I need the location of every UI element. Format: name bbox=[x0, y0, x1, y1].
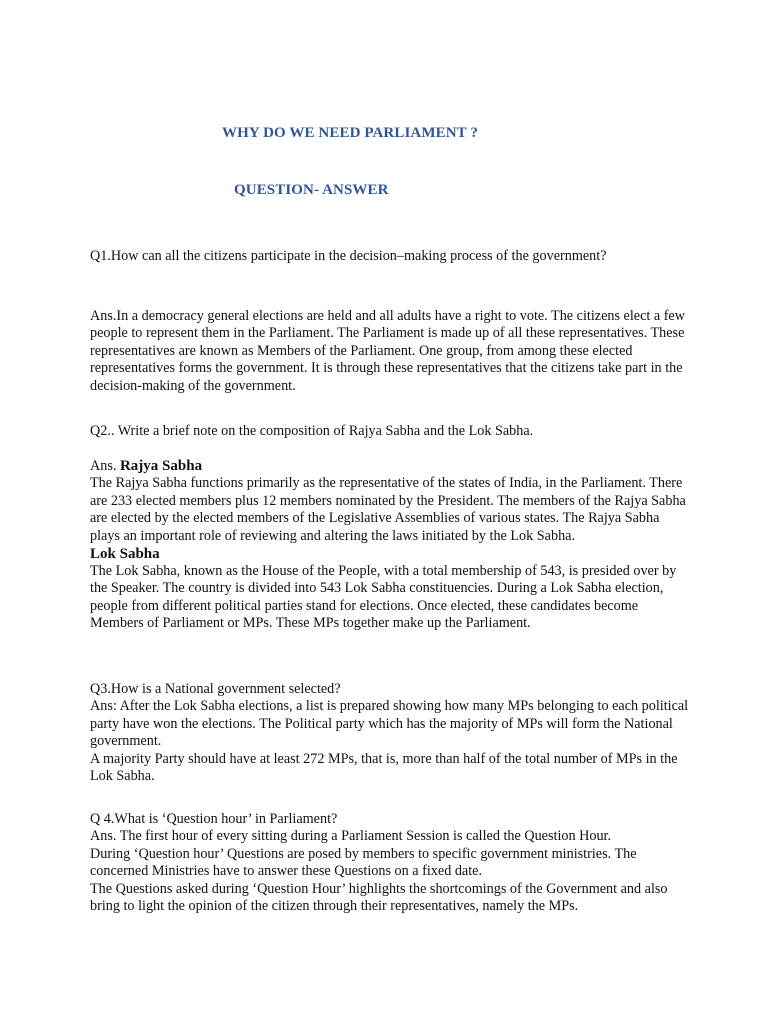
answer-1 bbox=[90, 308, 690, 395]
answer-2 bbox=[90, 458, 690, 633]
rajya-sabha-text: The Rajya Sabha functions primarily as the representative of the states of India, in the Parliament. There are 233 elected members plus 12 members nominated by the President. The members of the Rajya Sabha are elected by the elected members of the Legislative Assemblies of various states. The Rajya Sabha plays an important role of reviewing and altering the laws initiated by the Lok Sabha. bbox=[90, 475, 686, 544]
question-4 bbox=[90, 811, 690, 915]
question-2-text: Q2.. Write a brief note on the composition of Rajya Sabha and the Lok Sabha. bbox=[90, 423, 534, 439]
page-subtitle: QUESTION- ANSWER bbox=[234, 182, 389, 198]
answer-4-text: Ans. The first hour of every sitting during a Parliament Session is called the Question Hour. bbox=[90, 828, 612, 845]
rajya-sabha-heading: Rajya Sabha bbox=[119, 458, 203, 474]
lok-sabha-text: The Lok Sabha, known as the House of the People, with a total membership of 543, is presided over by the Speaker. The country is divided into 543 Lok Sabha constituencies. During a Lok Sabha election, people from different political parties stand for elections. Once elected, these candidates become Members of Parliament or MPs. These MPs together make up the Parliament. bbox=[90, 563, 677, 632]
answer-2-prefix: Ans. bbox=[90, 458, 117, 474]
lok-sabha-heading: Lok Sabha bbox=[90, 546, 160, 563]
answer-4-text-2: During ‘Question hour’ Questions are posed by members to specific government ministries. The concerned Ministries have to answer these Questions on a fixed date. bbox=[90, 845, 637, 880]
question-3-text: Q3.How is a National government selected? bbox=[90, 681, 341, 697]
answer-2-rajya-line bbox=[90, 458, 690, 475]
answer-3-text-2: A majority Party should have at least 272 MPs, that is, more than half of the total number of MPs in the Lok Sabha. bbox=[90, 750, 678, 785]
page-title: WHY DO WE NEED PARLIAMENT ? bbox=[222, 125, 478, 141]
question-1 bbox=[90, 248, 690, 265]
question-1-text: Q1.How can all the citizens participate in the decision–making process of the government? bbox=[90, 248, 607, 264]
answer-1-text: Ans.In a democracy general elections are held and all adults have a right to vote. The citizens elect a few people to represent them in the Parliament. The Parliament is made up of all these representatives. These representatives are known as Members of the Parliament. One group, from among these elected representatives forms the government. It is through these representatives that the citizens take part in the decision-making of the government. bbox=[90, 308, 685, 394]
answer-4-text-3: The Questions asked during ‘Question Hour’ highlights the shortcomings of the Government and also bring to light the opinion of the citizen through their representatives, namely the MPs. bbox=[90, 880, 668, 915]
question-4-text: Q 4.What is ‘Question hour’ in Parliament? bbox=[90, 811, 338, 827]
answer-3-text: Ans: After the Lok Sabha elections, a list is prepared showing how many MPs belonging to each political party have won the elections. The Political party which has the majority of MPs will form the National government. bbox=[90, 698, 689, 750]
question-3 bbox=[90, 681, 690, 785]
question-2 bbox=[90, 423, 690, 440]
